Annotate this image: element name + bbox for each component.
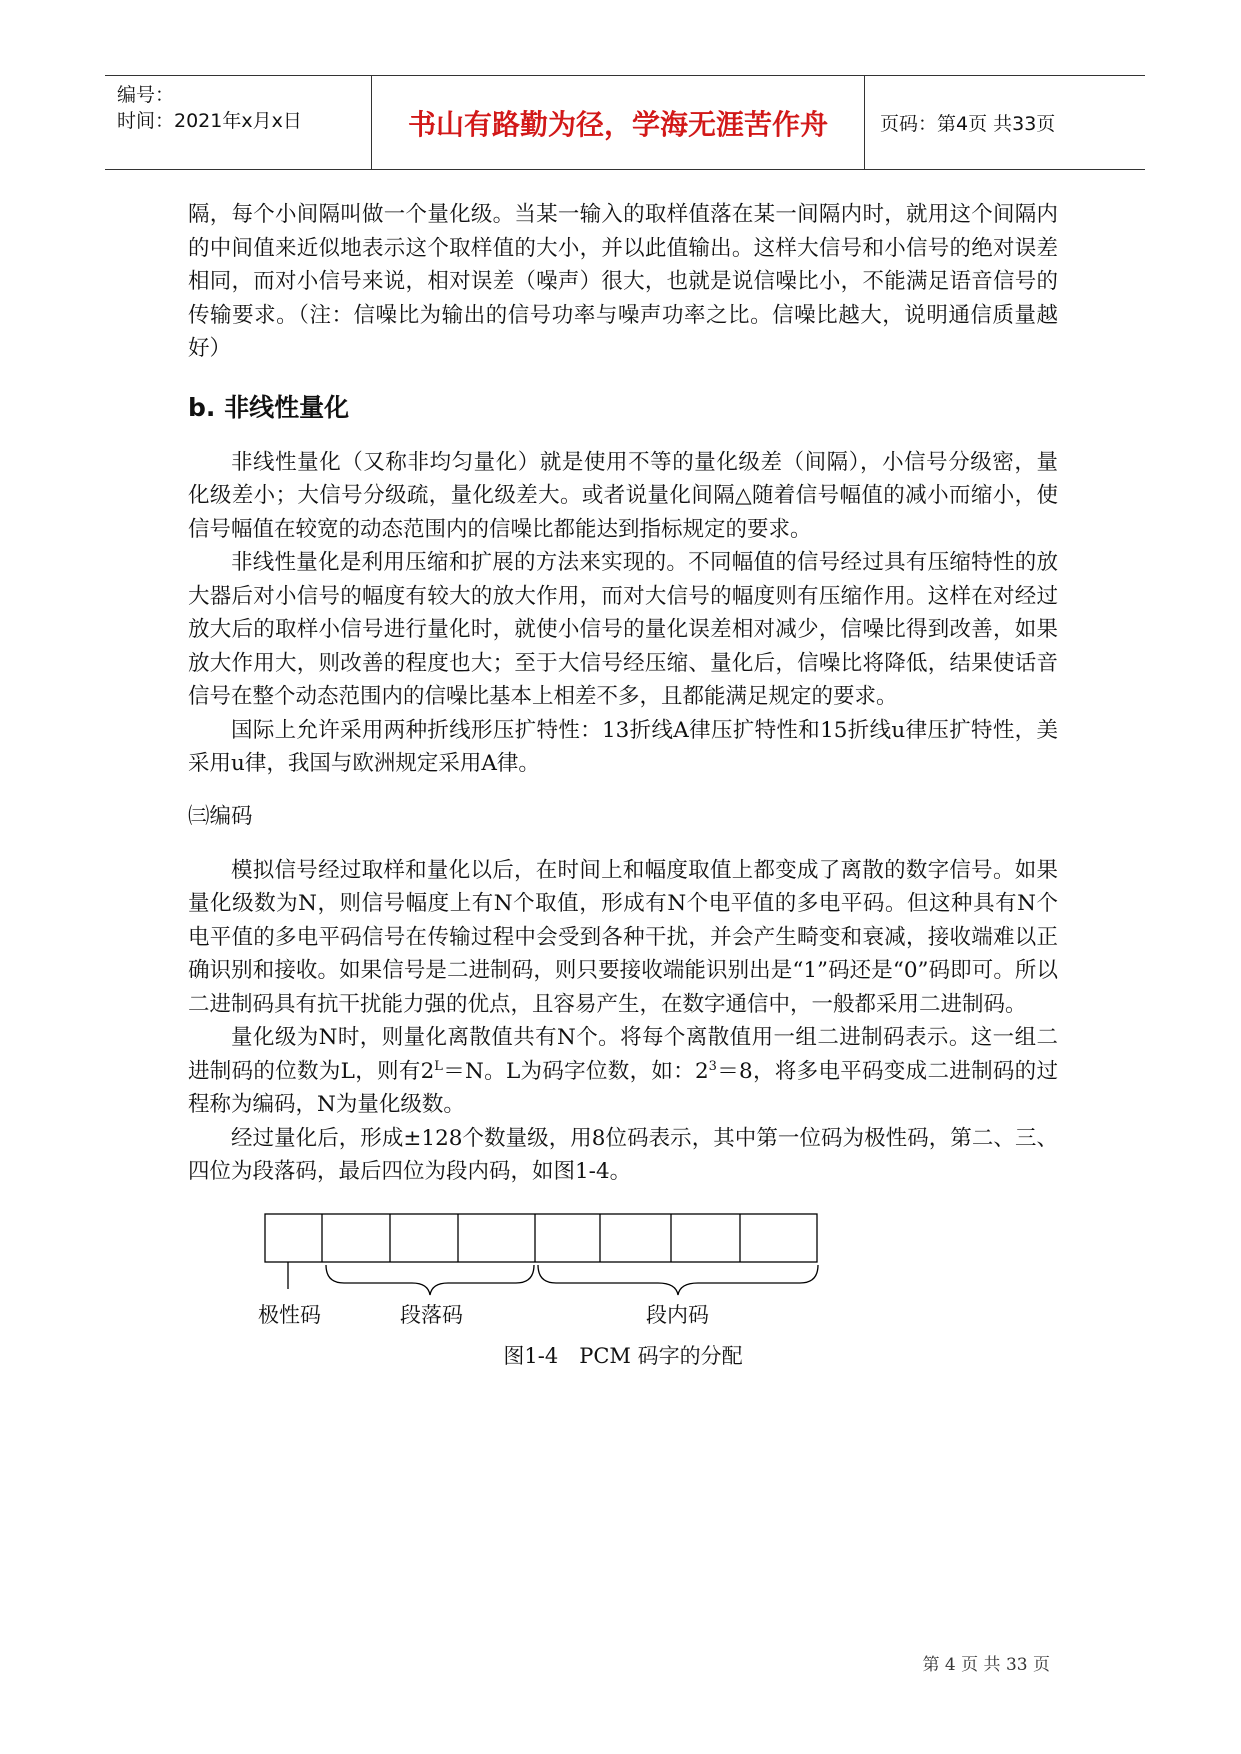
paragraph-encoding-3: 经过量化后，形成±128个数量级，用8位码表示，其中第一位码为极性码，第二、三、四位为段落码，最后四位为段内码，如图1-4。 xyxy=(188,1125,1058,1184)
document-body xyxy=(188,198,1058,1373)
header-info-cell xyxy=(105,76,372,169)
header-table xyxy=(105,75,1145,170)
page-footer: 第 4 页 共 33 页 xyxy=(922,1655,1050,1675)
header-page-info: 页码：第4页 共33页 xyxy=(880,113,1056,135)
paragraph-nonlinear-1: 非线性量化（又称非均匀量化）就是使用不等的量化级差（间隔），小信号分级密，量化级差小；大信号分级疏，量化级差大。或者说量化间隔△随着信号幅值的减小而缩小，使信号幅值在较宽的动态范围内的信噪比都能达到指标规定的要求。 xyxy=(188,449,1058,542)
figure-caption: 图1-4 PCM 码字的分配 xyxy=(503,1343,743,1368)
encoding-2-part-a: 量化级为N时，则量化离散值共有N个。将每个离散值用一组二进制码表示。这一组二进制码的位数为L，则有2 xyxy=(188,1025,1058,1084)
superscript-L: L xyxy=(434,1058,443,1074)
paragraph-nonlinear-2: 非线性量化是利用压缩和扩展的方法来实现的。不同幅值的信号经过具有压缩特性的放大器后对小信号的幅度有较大的放大作用，而对大信号的幅度则有压缩作用。这样在对经过放大后的取样小信号进行量化时，就使小信号的量化误差相对减少，信噪比得到改善，如果放大作用大，则改善的程度也大；至于大信号经压缩、量化后，信噪比将降低，结果使话音信号在整个动态范围内的信噪比基本上相差不多，且都能满足规定的要求。 xyxy=(188,550,1058,709)
paragraph-continued: 隔，每个小间隔叫做一个量化级。当某一输入的取样值落在某一间隔内时，就用这个间隔内的中间值来近似地表示这个取样值的大小，并以此值输出。这样大信号和小信号的绝对误差相同，而对小信号来说，相对误差（噪声）很大，也就是说信噪比小，不能满足语音信号的传输要求。（注：信噪比为输出的信号功率与噪声功率之比。信噪比越大，说明通信质量越好） xyxy=(188,202,1058,361)
segment-brace xyxy=(326,1265,534,1295)
label-inner-segment-code: 段内码 xyxy=(646,1302,709,1327)
inner-segment-brace xyxy=(538,1265,818,1295)
paragraph-encoding-2 xyxy=(188,1021,1058,1122)
paragraph-nonlinear-3: 国际上允许采用两种折线形压扩特性：13折线A律压扩特性和15折线u律压扩特性，美采用u律，我国与欧洲规定采用A律。 xyxy=(188,717,1058,776)
label-polarity-code: 极性码 xyxy=(258,1302,321,1327)
encoding-2-part-b: ＝N。L为码字位数，如：2 xyxy=(442,1058,709,1084)
superscript-3: 3 xyxy=(708,1058,717,1074)
encoding-2-part-c: ＝8，将多电平码变成二进制码的过程称为编码，N为量化级数。 xyxy=(188,1058,1058,1117)
label-segment-code: 段落码 xyxy=(400,1302,463,1327)
document-time-label: 时间：2021年x月x日 xyxy=(117,110,302,132)
codeword-box xyxy=(265,1214,817,1262)
heading-encoding: ㈢编码 xyxy=(188,803,253,829)
header-motto: 书山有路勤为径，学海无涯苦作舟 xyxy=(372,76,865,169)
heading-nonlinear-quantization: b. 非线性量化 xyxy=(188,392,350,422)
document-number-label: 编号： xyxy=(117,84,175,106)
figure-pcm-codeword xyxy=(188,1203,1058,1373)
paragraph-encoding-1: 模拟信号经过取样和量化以后，在时间上和幅度取值上都变成了离散的数字信号。如果量化级数为N，则信号幅度上有N个取值，形成有N个电平值的多电平码。但这种具有N个电平值的多电平码信号在传输过程中会受到各种干扰，并会产生畸变和衰减，接收端难以正确识别和接收。如果信号是二进制码，则只要接收端能识别出是“1”码还是“0”码即可。所以二进制码具有抗干扰能力强的优点，且容易产生，在数字通信中，一般都采用二进制码。 xyxy=(188,857,1058,1017)
